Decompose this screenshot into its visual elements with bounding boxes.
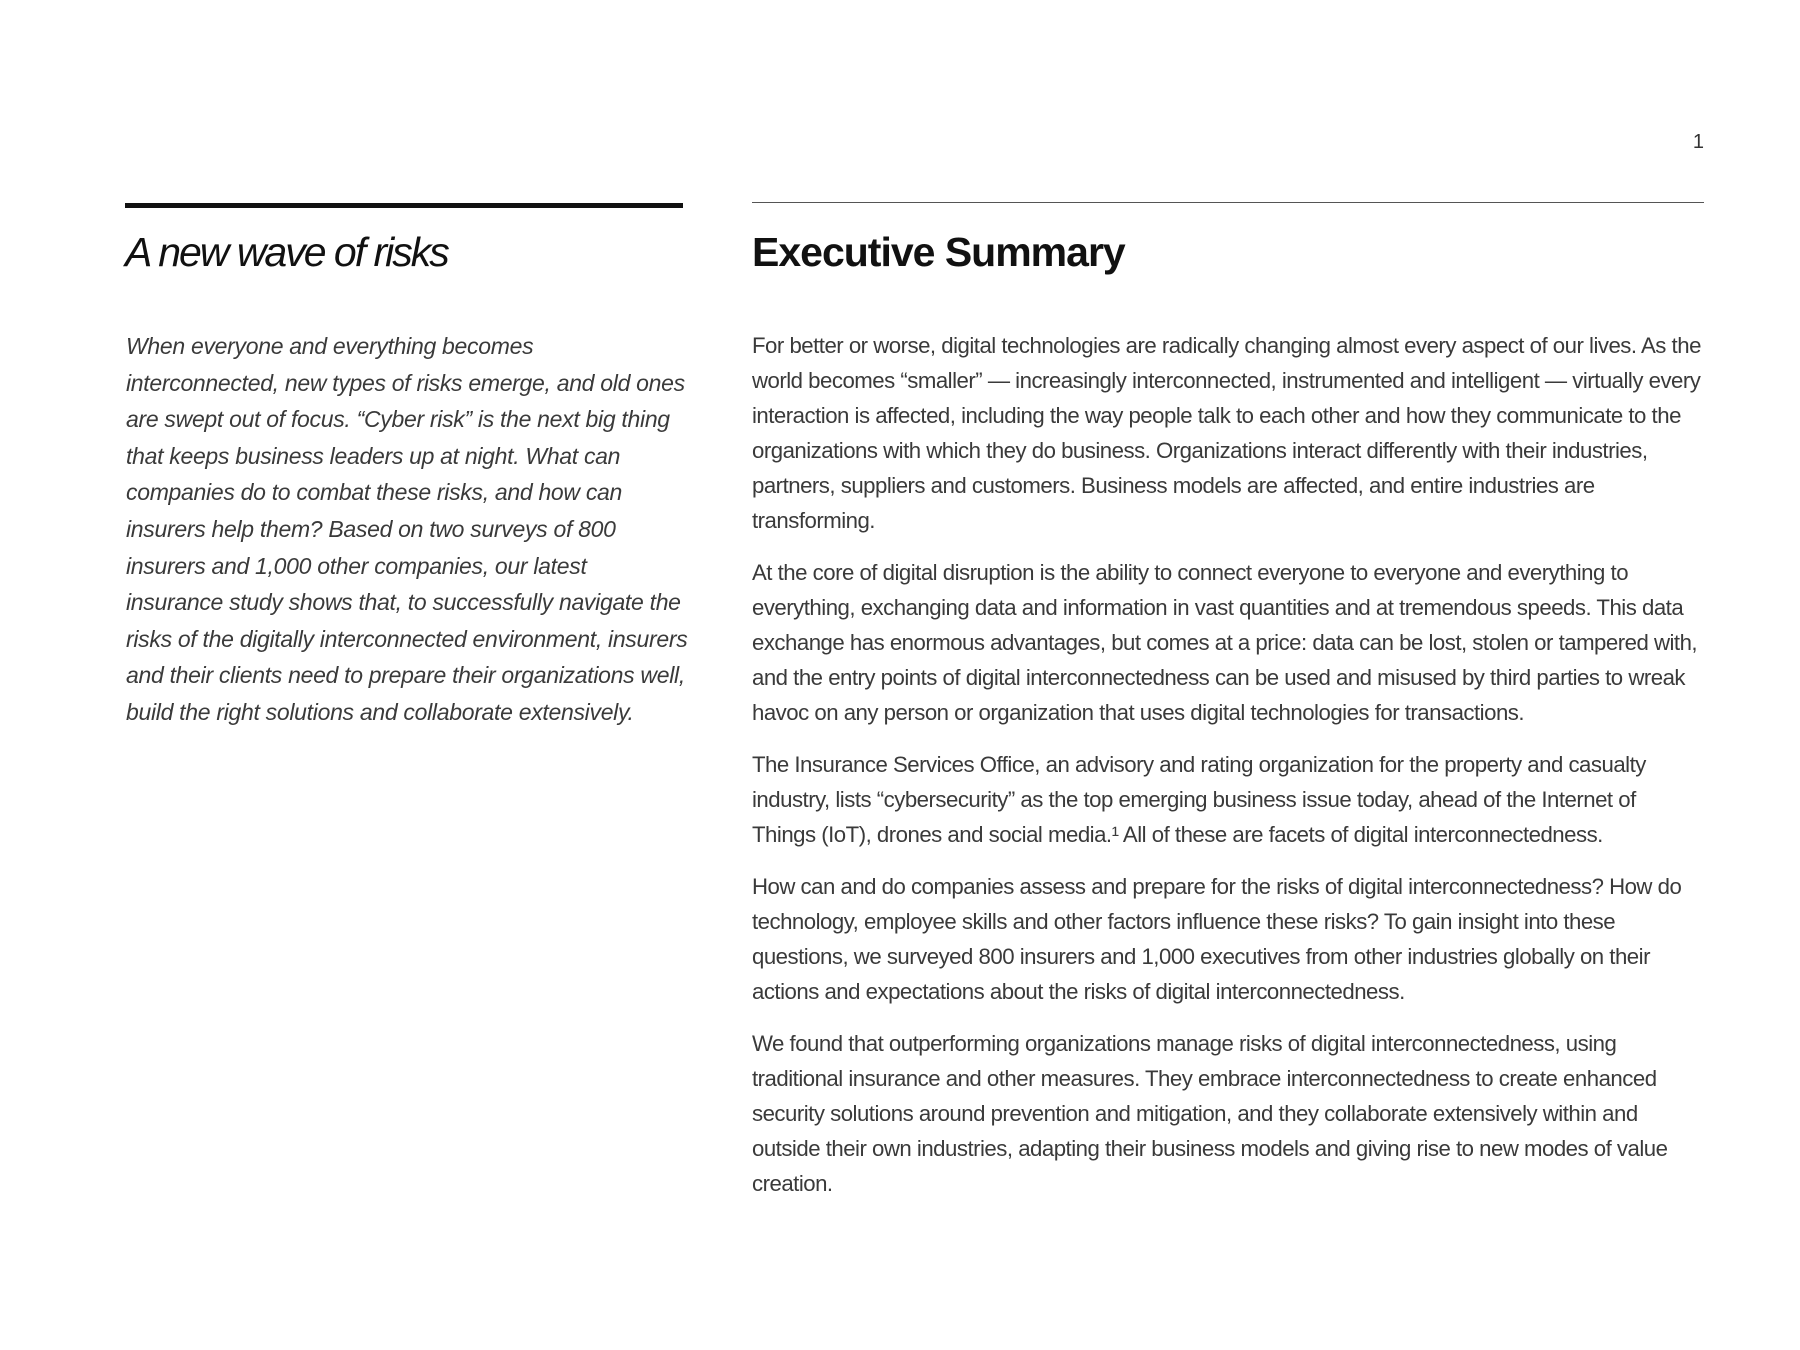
body-paragraph: The Insurance Services Office, an advisory and rating organization for the property and casualty industry, lists “cybersecurity” as the top emerging business issue today, ahead of the Internet of Things (IoT), drones and social media.¹ All of these are facets of digital interconnectedness. bbox=[752, 752, 1646, 847]
left-heading-rule bbox=[125, 203, 683, 208]
sidebar-title: A new wave of risks bbox=[125, 229, 448, 275]
right-heading-rule bbox=[752, 202, 1704, 203]
body-paragraph: We found that outperforming organizations manage risks of digital interconnectedness, using traditional insurance and other measures. They embrace interconnectedness to create enhanced security solutions around prevention and mitigation, and they collaborate extensively within and outside their own industries, adapting their business models and giving rise to new modes of value creation. bbox=[752, 1031, 1668, 1196]
sidebar-summary: When everyone and everything becomes interconnected, new types of risks emerge, and old ones are swept out of focus. “Cyber risk” is the next big thing that keeps business leaders up at night. What can companies do to combat these risks, and how can insurers help them? Based on two surveys of 800 insurers and 1,000 other companies, our latest insurance study shows that, to successfully navigate the risks of the digitally interconnected environment, insurers and their clients need to prepare their organizations well, build the right solutions and collaborate extensively. bbox=[126, 333, 688, 725]
executive-summary-body bbox=[752, 328, 1704, 1218]
page-number: 1 bbox=[1692, 131, 1704, 153]
body-paragraph: How can and do companies assess and prepare for the risks of digital interconnectedness? How do technology, employee skills and other factors influence these risks? To gain insight into these questions, we surveyed 800 insurers and 1,000 executives from other industries globally on their actions and expectations about the risks of digital interconnectedness. bbox=[752, 874, 1682, 1004]
page-title: Executive Summary bbox=[752, 229, 1125, 275]
body-paragraph: For better or worse, digital technologies are radically changing almost every aspect of our lives. As the world becomes “smaller” — increasingly interconnected, instrumented and intelligent — virtually every interaction is affected, including the way people talk to each other and how they communicate to the organizations with which they do business. Organizations interact differently with their industries, partners, suppliers and customers. Business models are affected, and entire industries are transforming. bbox=[752, 333, 1701, 533]
body-paragraph: At the core of digital disruption is the ability to connect everyone to everyone and everything to everything, exchanging data and information in vast quantities and at tremendous speeds. This data exchange has enormous advantages, but comes at a price: data can be lost, stolen or tampered with, and the entry points of digital interconnectedness can be used and misused by third parties to wreak havoc on any person or organization that uses digital technologies for transactions. bbox=[752, 560, 1698, 725]
